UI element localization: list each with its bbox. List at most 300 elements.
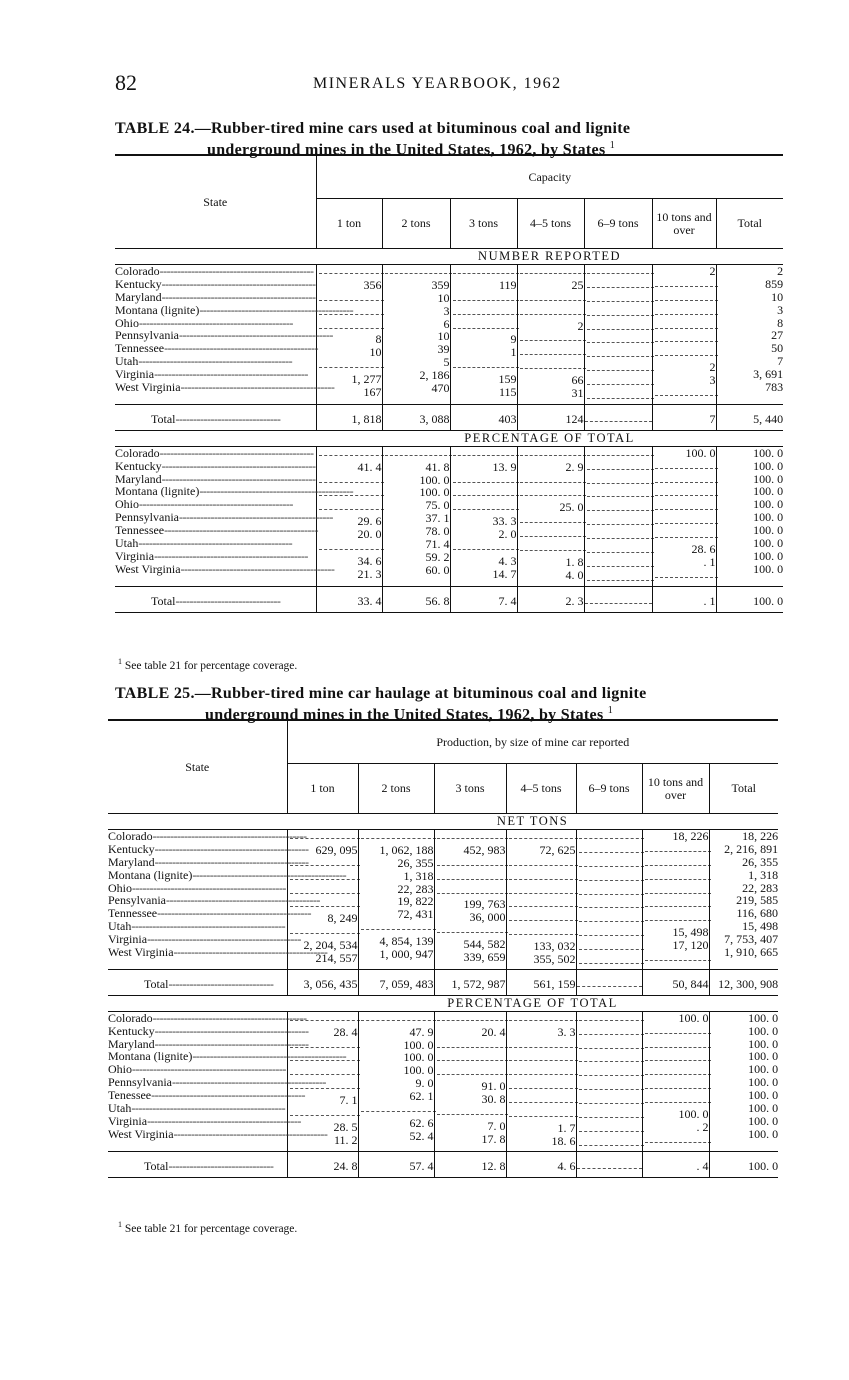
table-25-footnote bbox=[118, 1220, 297, 1235]
total-value: 1, 572, 987 bbox=[434, 969, 506, 995]
dot-leader: -------------------------------------------- bbox=[179, 510, 333, 525]
state-label: Colorado bbox=[108, 1010, 153, 1025]
value-cell bbox=[579, 872, 644, 881]
value-cell: 31 bbox=[571, 386, 584, 401]
section-spacer bbox=[115, 249, 316, 265]
value-column-cell bbox=[358, 1011, 434, 1151]
value-cell: 91. 0 bbox=[481, 1079, 506, 1094]
total-value: 50, 844 bbox=[642, 969, 709, 995]
value-cell bbox=[509, 830, 578, 839]
table-24 bbox=[115, 154, 783, 613]
table-24-footnote-text: See table 21 for percentage coverage. bbox=[124, 659, 298, 672]
value-cell: 544, 582 bbox=[463, 937, 506, 952]
value-column-cell bbox=[716, 265, 783, 405]
value-cell: 116, 680 bbox=[736, 906, 779, 921]
value-cell bbox=[520, 487, 586, 496]
value-column-cell bbox=[709, 1011, 778, 1151]
value-cell bbox=[587, 530, 654, 539]
value-cell: 100. 0 bbox=[748, 1075, 779, 1090]
value-cell: 22, 283 bbox=[742, 880, 779, 895]
value-cell bbox=[655, 487, 718, 496]
state-label: Ohio bbox=[115, 497, 139, 512]
value-cell: 26, 355 bbox=[742, 854, 779, 869]
value-cell bbox=[579, 955, 644, 964]
state-name bbox=[115, 380, 335, 395]
state-label: Montana (lignite) bbox=[115, 484, 200, 499]
total-row bbox=[115, 404, 783, 430]
table-24-caption-line2: underground mines in the United States, 1962, by States bbox=[207, 141, 606, 159]
value-cell bbox=[437, 924, 508, 933]
value-cell: 7, 753, 407 bbox=[724, 932, 779, 947]
value-cell bbox=[587, 376, 654, 385]
value-cell bbox=[579, 830, 644, 839]
dot-leader: -------------------------------------------- bbox=[154, 854, 309, 869]
value-cell: 783 bbox=[765, 380, 784, 395]
state-label: Utah bbox=[115, 354, 139, 369]
state-label: Ohio bbox=[108, 880, 132, 895]
value-column-cell bbox=[358, 830, 434, 970]
value-cell: 100. 0 bbox=[753, 458, 784, 473]
value-cell: 62. 6 bbox=[409, 1115, 434, 1130]
value-cell: 100. 0 bbox=[753, 536, 784, 551]
value-cell: 1, 277 bbox=[351, 372, 382, 387]
value-cell: 50 bbox=[771, 341, 784, 356]
value-cell bbox=[579, 1012, 644, 1021]
value-cell bbox=[587, 558, 654, 567]
state-label: West Virginia bbox=[115, 561, 181, 576]
data-block-row bbox=[108, 830, 778, 970]
value-cell: 13. 9 bbox=[492, 459, 517, 474]
value-cell: . 1 bbox=[703, 554, 716, 569]
value-cell bbox=[437, 871, 508, 880]
total-row bbox=[108, 1151, 778, 1177]
value-cell: 100. 0 bbox=[403, 1037, 434, 1052]
total-label bbox=[115, 404, 316, 430]
value-cell: 26, 355 bbox=[397, 855, 434, 870]
value-cell: 100. 0 bbox=[753, 510, 784, 525]
column-header: 3 tons bbox=[450, 199, 517, 249]
state-label: Maryland bbox=[108, 1036, 155, 1051]
value-cell bbox=[587, 516, 654, 525]
dot-leader: -------------------------------------------- bbox=[161, 289, 316, 304]
value-cell: 3, 691 bbox=[753, 367, 784, 382]
total-value: 100. 0 bbox=[716, 586, 783, 612]
column-header: 2 tons bbox=[382, 199, 450, 249]
value-cell bbox=[453, 447, 519, 456]
section-spacer bbox=[115, 430, 316, 446]
column-header: 6–9 tons bbox=[576, 764, 642, 814]
value-cell bbox=[509, 926, 578, 935]
value-column-cell bbox=[652, 265, 716, 405]
value-cell: 100. 0 bbox=[748, 1126, 779, 1141]
value-cell: 100. 0 bbox=[753, 445, 784, 460]
value-cell bbox=[645, 1080, 711, 1089]
column-header: Total bbox=[709, 764, 778, 814]
value-column-cell bbox=[709, 830, 778, 970]
value-cell bbox=[645, 898, 711, 907]
total-value: 2. 3 bbox=[517, 586, 584, 612]
total-value: 561, 159 bbox=[506, 969, 576, 995]
state-label: Utah bbox=[108, 919, 132, 934]
value-cell bbox=[437, 830, 508, 839]
total-value: 12, 300, 908 bbox=[709, 969, 778, 995]
dot-leader: -------------------------------------------- bbox=[147, 1113, 301, 1128]
table-24-caption-line1: TABLE 24.—Rubber-tired mine cars used at bituminous coal and lignite bbox=[115, 120, 631, 137]
value-column-cell bbox=[584, 265, 652, 405]
value-cell bbox=[453, 474, 519, 483]
value-cell bbox=[361, 830, 436, 839]
value-column-cell bbox=[642, 830, 709, 970]
value-cell: 2 bbox=[577, 318, 584, 333]
value-cell: 10 bbox=[437, 329, 450, 344]
value-cell bbox=[361, 1103, 436, 1112]
value-cell: 7 bbox=[777, 354, 784, 369]
value-column-cell bbox=[642, 1011, 709, 1151]
value-cell: 1, 910, 665 bbox=[724, 945, 779, 960]
column-header: 6–9 tons bbox=[584, 199, 652, 249]
value-cell: 133, 032 bbox=[533, 939, 576, 954]
value-cell: 100. 0 bbox=[748, 1023, 779, 1038]
value-column-cell bbox=[382, 265, 450, 405]
value-cell bbox=[319, 292, 384, 301]
value-cell: 5 bbox=[443, 355, 450, 370]
value-cell bbox=[453, 541, 519, 550]
value-cell bbox=[319, 541, 384, 550]
data-block-row bbox=[108, 1011, 778, 1151]
column-header: 10 tons and over bbox=[642, 764, 709, 814]
state-label: Pensylvania bbox=[108, 893, 166, 908]
value-cell: 15, 498 bbox=[672, 925, 709, 940]
value-cell bbox=[579, 941, 644, 950]
value-cell: 75. 0 bbox=[425, 498, 450, 513]
state-label: Utah bbox=[108, 1101, 132, 1116]
value-cell bbox=[520, 292, 586, 301]
value-cell: 15, 498 bbox=[742, 919, 779, 934]
value-cell: 10 bbox=[437, 290, 450, 305]
dot-leader: -------------------------------------------- bbox=[173, 945, 328, 960]
value-cell bbox=[509, 1094, 578, 1103]
value-cell bbox=[509, 898, 578, 907]
value-cell: 8 bbox=[375, 332, 382, 347]
section-label: PERCENTAGE OF TOTAL bbox=[316, 430, 783, 446]
value-cell: 7. 0 bbox=[487, 1118, 506, 1133]
value-cell bbox=[453, 320, 519, 329]
value-cell bbox=[645, 1025, 711, 1034]
value-cell: 2 bbox=[709, 360, 716, 375]
column-header: 2 tons bbox=[358, 764, 434, 814]
total-value bbox=[576, 969, 642, 995]
state-label: West Virginia bbox=[108, 945, 174, 960]
dot-leader: -------------------------------------------- bbox=[132, 1062, 286, 1077]
state-label: Montana (lignite) bbox=[115, 302, 200, 317]
value-cell: 28. 4 bbox=[333, 1024, 358, 1039]
value-cell: 167 bbox=[363, 385, 382, 400]
value-cell bbox=[579, 899, 644, 908]
table-25-caption-sup: 1 bbox=[607, 705, 614, 716]
value-cell: 34. 6 bbox=[357, 553, 382, 568]
value-cell bbox=[361, 921, 436, 930]
empty-dash bbox=[577, 1160, 642, 1169]
value-cell: 10 bbox=[369, 345, 382, 360]
value-cell: 41. 8 bbox=[425, 459, 450, 474]
value-cell bbox=[509, 857, 578, 866]
value-column-cell bbox=[576, 830, 642, 970]
data-block-row bbox=[115, 265, 783, 405]
section-spacer bbox=[108, 995, 287, 1011]
state-label: Tennessee bbox=[115, 341, 165, 356]
value-cell: 3 bbox=[443, 303, 450, 318]
value-cell bbox=[645, 1094, 711, 1103]
state-label: Tennessee bbox=[108, 906, 158, 921]
value-cell: 100. 0 bbox=[748, 1049, 779, 1064]
value-cell: 629, 095 bbox=[315, 842, 358, 857]
section-label: NUMBER REPORTED bbox=[316, 249, 783, 265]
value-cell bbox=[437, 885, 508, 894]
value-cell: 2 bbox=[709, 264, 716, 278]
value-cell: 1. 8 bbox=[565, 554, 584, 569]
value-cell bbox=[319, 447, 384, 456]
value-cell: . 2 bbox=[696, 1119, 709, 1134]
value-cell bbox=[587, 461, 654, 470]
state-label: Pennsylvania bbox=[115, 328, 179, 343]
column-header: 1 ton bbox=[287, 764, 358, 814]
value-cell: 4, 854, 139 bbox=[379, 934, 434, 949]
state-label: Kentucky bbox=[115, 276, 162, 291]
value-cell bbox=[453, 501, 519, 510]
value-cell bbox=[509, 885, 578, 894]
total-label-text: Total bbox=[144, 1158, 169, 1173]
value-cell: 28. 6 bbox=[691, 542, 716, 557]
dot-leader: -------------------------------------------- bbox=[154, 367, 308, 382]
dot-leader: -------------------------------------------- bbox=[138, 536, 293, 551]
value-cell: 18. 6 bbox=[551, 1133, 576, 1148]
value-cell bbox=[579, 913, 644, 922]
value-cell: 8 bbox=[777, 315, 784, 330]
value-cell: 30. 8 bbox=[481, 1092, 506, 1107]
total-value: 4. 6 bbox=[506, 1151, 576, 1177]
total-value: 1, 818 bbox=[316, 404, 382, 430]
state-label: Ohio bbox=[108, 1062, 132, 1077]
state-label: West Virginia bbox=[108, 1126, 174, 1141]
value-cell: 11. 2 bbox=[333, 1132, 358, 1147]
dot-leader: -------------------------------------------- bbox=[154, 1036, 309, 1051]
section-label: NET TONS bbox=[287, 814, 778, 830]
state-name bbox=[108, 1126, 328, 1141]
value-cell bbox=[645, 871, 711, 880]
value-cell: 9 bbox=[510, 332, 517, 347]
dot-leader: -------------------------------------------- bbox=[192, 1049, 347, 1064]
value-cell: 41. 4 bbox=[357, 459, 382, 474]
value-cell bbox=[645, 1066, 711, 1075]
value-cell bbox=[520, 346, 586, 355]
table-25-footnote-sup: 1 bbox=[118, 1220, 122, 1229]
value-cell: 9. 0 bbox=[415, 1076, 434, 1091]
value-column-cell bbox=[434, 1011, 506, 1151]
column-header: 1 ton bbox=[316, 199, 382, 249]
value-cell bbox=[579, 1137, 644, 1146]
value-cell: 100. 0 bbox=[403, 1063, 434, 1078]
total-value: 7. 4 bbox=[450, 586, 517, 612]
dot-leader: -------------------------------------------- bbox=[138, 354, 293, 369]
dot-leader: -------------------------------------------- bbox=[161, 458, 316, 473]
value-cell bbox=[290, 885, 360, 894]
value-cell: 20. 0 bbox=[357, 527, 382, 542]
column-header: 4–5 tons bbox=[517, 199, 584, 249]
state-label: Colorado bbox=[115, 445, 160, 460]
value-cell bbox=[579, 927, 644, 936]
value-cell bbox=[655, 278, 718, 287]
value-cell bbox=[579, 1109, 644, 1118]
total-value: 56. 8 bbox=[382, 586, 450, 612]
value-cell: 100. 0 bbox=[419, 472, 450, 487]
value-cell bbox=[587, 488, 654, 497]
table-24-footnote-sup: 1 bbox=[118, 657, 122, 666]
value-cell: 17, 120 bbox=[672, 938, 709, 953]
value-cell: 37. 1 bbox=[425, 511, 450, 526]
value-cell: 359 bbox=[431, 277, 450, 292]
value-cell bbox=[520, 265, 586, 274]
value-cell: 17. 8 bbox=[481, 1131, 506, 1146]
column-header: 10 tons and over bbox=[652, 199, 716, 249]
dot-leader: -------------------------------------------- bbox=[180, 380, 335, 395]
value-cell bbox=[509, 1080, 578, 1089]
value-cell: 452, 983 bbox=[463, 842, 506, 857]
dot-leader: -------------------------------------------- bbox=[139, 497, 293, 512]
value-cell: 1, 062, 188 bbox=[379, 842, 434, 857]
value-cell: 1. 7 bbox=[557, 1120, 576, 1135]
value-cell bbox=[385, 265, 452, 274]
value-cell: 52. 4 bbox=[409, 1128, 434, 1143]
value-cell bbox=[437, 857, 508, 866]
total-value: . 4 bbox=[642, 1151, 709, 1177]
value-cell: 19, 822 bbox=[397, 894, 434, 909]
dot-leader: -------------------------------------------- bbox=[139, 315, 293, 330]
dot-leader: -------------------------------------------- bbox=[157, 906, 311, 921]
value-cell bbox=[587, 572, 654, 581]
value-cell: 47. 9 bbox=[409, 1024, 434, 1039]
value-cell bbox=[437, 1106, 508, 1115]
value-cell: 100. 0 bbox=[748, 1113, 779, 1128]
value-cell bbox=[509, 1012, 578, 1021]
table-24-footnote bbox=[118, 657, 297, 672]
value-cell bbox=[361, 1012, 436, 1021]
value-cell: 2 bbox=[777, 264, 784, 278]
empty-dash bbox=[577, 978, 642, 987]
state-label: Virginia bbox=[115, 548, 155, 563]
value-cell: 100. 0 bbox=[748, 1101, 779, 1116]
value-cell: 20. 4 bbox=[481, 1024, 506, 1039]
value-column-cell bbox=[506, 830, 576, 970]
state-label: Kentucky bbox=[108, 1023, 155, 1038]
value-cell: 6 bbox=[443, 316, 450, 331]
value-column-cell bbox=[584, 446, 652, 586]
total-value: 124 bbox=[517, 404, 584, 430]
value-cell bbox=[453, 306, 519, 315]
column-header: 3 tons bbox=[434, 764, 506, 814]
value-cell bbox=[319, 474, 384, 483]
total-value: 33. 4 bbox=[316, 586, 382, 612]
value-cell: 100. 0 bbox=[685, 445, 716, 460]
value-cell: 100. 0 bbox=[753, 548, 784, 563]
value-cell bbox=[655, 501, 718, 510]
value-column-cell bbox=[382, 446, 450, 586]
total-value: 5, 440 bbox=[716, 404, 783, 430]
total-value bbox=[584, 404, 652, 430]
value-cell: 22, 283 bbox=[397, 881, 434, 896]
value-cell bbox=[655, 515, 718, 524]
value-cell bbox=[509, 1066, 578, 1075]
column-header: 4–5 tons bbox=[506, 764, 576, 814]
value-column-cell bbox=[450, 446, 517, 586]
value-cell: 100. 0 bbox=[753, 561, 784, 576]
state-label: Maryland bbox=[108, 854, 155, 869]
value-cell: 2, 186 bbox=[419, 368, 450, 383]
value-cell: 214, 557 bbox=[315, 951, 358, 966]
dot-leader: -------------------------------------------- bbox=[154, 1023, 309, 1038]
value-cell bbox=[453, 359, 519, 368]
value-column-cell bbox=[506, 1011, 576, 1151]
production-header: Production, by size of mine car reported bbox=[287, 720, 778, 764]
value-cell: 25. 0 bbox=[559, 500, 584, 515]
value-cell: 100. 0 bbox=[753, 471, 784, 486]
value-cell bbox=[587, 334, 654, 343]
value-cell: 100. 0 bbox=[753, 497, 784, 512]
dot-leader: -------------------------------------------- bbox=[199, 302, 354, 317]
value-column-cell bbox=[450, 265, 517, 405]
value-cell: 159 bbox=[498, 372, 517, 387]
value-cell: 21. 3 bbox=[357, 566, 382, 581]
dot-leader: -------------------------------------------- bbox=[172, 1075, 326, 1090]
dot-leader: -------------------------------------------- bbox=[161, 471, 316, 486]
dot-leader: -------------------------------------------- bbox=[152, 829, 307, 843]
value-cell bbox=[509, 1108, 578, 1117]
value-cell bbox=[319, 320, 384, 329]
value-cell bbox=[579, 858, 644, 867]
value-cell bbox=[579, 1081, 644, 1090]
table-24-caption-sup: 1 bbox=[609, 140, 616, 151]
section-header-row bbox=[108, 814, 778, 830]
dot-leader: ------------------------------ bbox=[168, 976, 274, 991]
value-cell: 100. 0 bbox=[419, 485, 450, 500]
value-cell bbox=[453, 265, 519, 274]
total-value: . 1 bbox=[652, 586, 716, 612]
value-cell bbox=[319, 359, 384, 368]
value-cell: 2, 204, 534 bbox=[303, 938, 358, 953]
dot-leader: -------------------------------------------- bbox=[199, 484, 354, 499]
state-column-header: State bbox=[108, 720, 287, 814]
total-row bbox=[115, 586, 783, 612]
value-cell bbox=[655, 347, 718, 356]
value-cell bbox=[587, 321, 654, 330]
value-cell bbox=[587, 475, 654, 484]
state-label: West Virginia bbox=[115, 380, 181, 395]
value-cell: 18, 226 bbox=[672, 829, 709, 843]
value-cell bbox=[520, 447, 586, 456]
table-25-caption bbox=[115, 685, 647, 723]
value-cell bbox=[437, 1052, 508, 1061]
value-cell: 1, 000, 947 bbox=[379, 947, 434, 962]
total-row bbox=[108, 969, 778, 995]
state-label: Tennessee bbox=[115, 523, 165, 538]
value-cell: 119 bbox=[498, 277, 517, 292]
dot-leader: -------------------------------------------- bbox=[161, 276, 316, 291]
value-cell: 66 bbox=[571, 373, 584, 388]
value-cell: 59. 2 bbox=[425, 549, 450, 564]
dot-leader: -------------------------------------------- bbox=[152, 1010, 307, 1025]
state-names-cell bbox=[115, 445, 354, 586]
capacity-header: Capacity bbox=[316, 155, 783, 199]
value-cell: 7. 1 bbox=[339, 1093, 358, 1108]
